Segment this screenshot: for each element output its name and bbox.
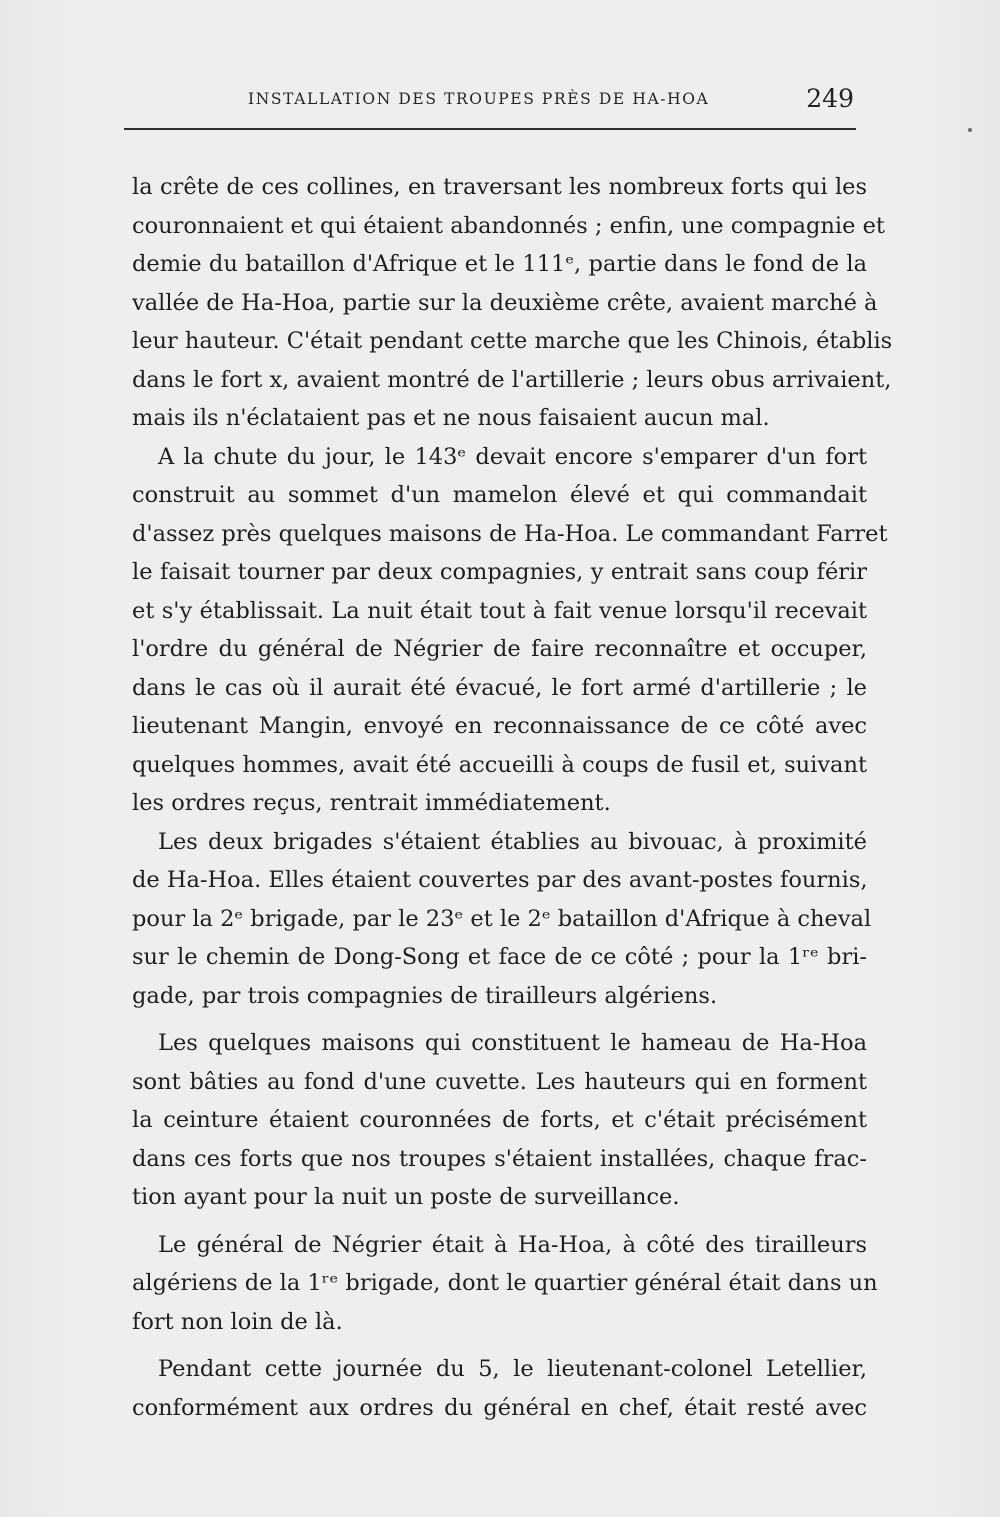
text-line: les ordres reçus, rentrait immédiatement. [132, 790, 611, 816]
text-line: l'ordre du général de Négrier de faire reconnaître et occuper, [132, 636, 867, 662]
text-line: construit au sommet d'un mamelon élevé et qui commandait [132, 482, 867, 508]
text-line: la ceinture étaient couronnées de forts, et c'était précisément [132, 1107, 867, 1133]
text-line: sur le chemin de Dong-Song et face de ce côté ; pour la 1ʳᵉ bri- [132, 944, 867, 970]
text-line: quelques hommes, avait été accueilli à coups de fusil et, suivant [132, 751, 867, 778]
text-line: algériens de la 1ʳᵉ brigade, dont le quartier général était dans un [132, 1270, 878, 1296]
text-line: et s'y établissait. La nuit était tout à fait venue lorsqu'il recevait [132, 597, 867, 624]
body-text [132, 168, 893, 1427]
text-line: gade, par trois compagnies de tirailleurs algériens. [132, 982, 718, 1009]
text-line: Le général de Négrier était à Ha-Hoa, à côté des tirailleurs [158, 1231, 867, 1258]
text-line: A la chute du jour, le 143ᵉ devait encore s'emparer d'un fort [158, 443, 867, 470]
text-line: leur hauteur. C'était pendant cette marche que les Chinois, établis [132, 328, 893, 354]
text-line: d'assez près quelques maisons de Ha-Hoa. Le commandant Farret [132, 520, 888, 547]
text-line: fort non loin de là. [132, 1308, 343, 1335]
text-line: la crête de ces collines, en traversant les nombreux forts qui les [132, 174, 867, 200]
running-head [130, 86, 854, 120]
text-line: couronnaient et qui étaient abandonnés ; enfin, une compagnie et [132, 212, 885, 239]
text-line: dans le cas où il aurait été évacué, le fort armé d'artillerie ; le [132, 674, 867, 701]
text-line: Les quelques maisons qui constituent le hameau de Ha-Hoa [158, 1030, 867, 1056]
text-line: le faisait tourner par deux compagnies, y entrait sans coup férir [132, 559, 867, 585]
text-line: Pendant cette journée du 5, le lieutenant-colonel Letellier, [158, 1356, 867, 1382]
text-line: de Ha-Hoa. Elles étaient couvertes par des avant-postes fournis, [132, 867, 868, 893]
text-line: tion ayant pour la nuit un poste de surveillance. [132, 1184, 680, 1210]
text-line: vallée de Ha-Hoa, partie sur la deuxième crête, avaient marché à [132, 289, 878, 316]
text-line: dans le fort x, avaient montré de l'artillerie ; leurs obus arrivaient, [132, 366, 892, 393]
text-line: Les deux brigades s'étaient établies au bivouac, à proximité [158, 828, 867, 855]
text-line: pour la 2ᵉ brigade, par le 23ᵉ et le 2ᵉ bataillon d'Afrique à cheval [132, 905, 872, 932]
text-line: mais ils n'éclataient pas et ne nous faisaient aucun mal. [132, 405, 770, 431]
text-line: sont bâties au fond d'une cuvette. Les hauteurs qui en forment [132, 1068, 867, 1095]
text-line: demie du bataillon d'Afrique et le 111ᵉ, partie dans le fond de la [132, 251, 867, 277]
text-line: lieutenant Mangin, envoyé en reconnaissance de ce côté avec [132, 713, 867, 739]
running-title: INSTALLATION DES TROUPES PRÈS DE HA-HOA [248, 90, 710, 108]
paper-speck [968, 128, 972, 132]
page-number: 249 [806, 84, 854, 113]
header-rule [124, 128, 856, 130]
text-line: dans ces forts que nos troupes s'étaient installées, chaque frac- [132, 1145, 867, 1172]
text-line: conformément aux ordres du général en chef, était resté avec [132, 1394, 867, 1421]
